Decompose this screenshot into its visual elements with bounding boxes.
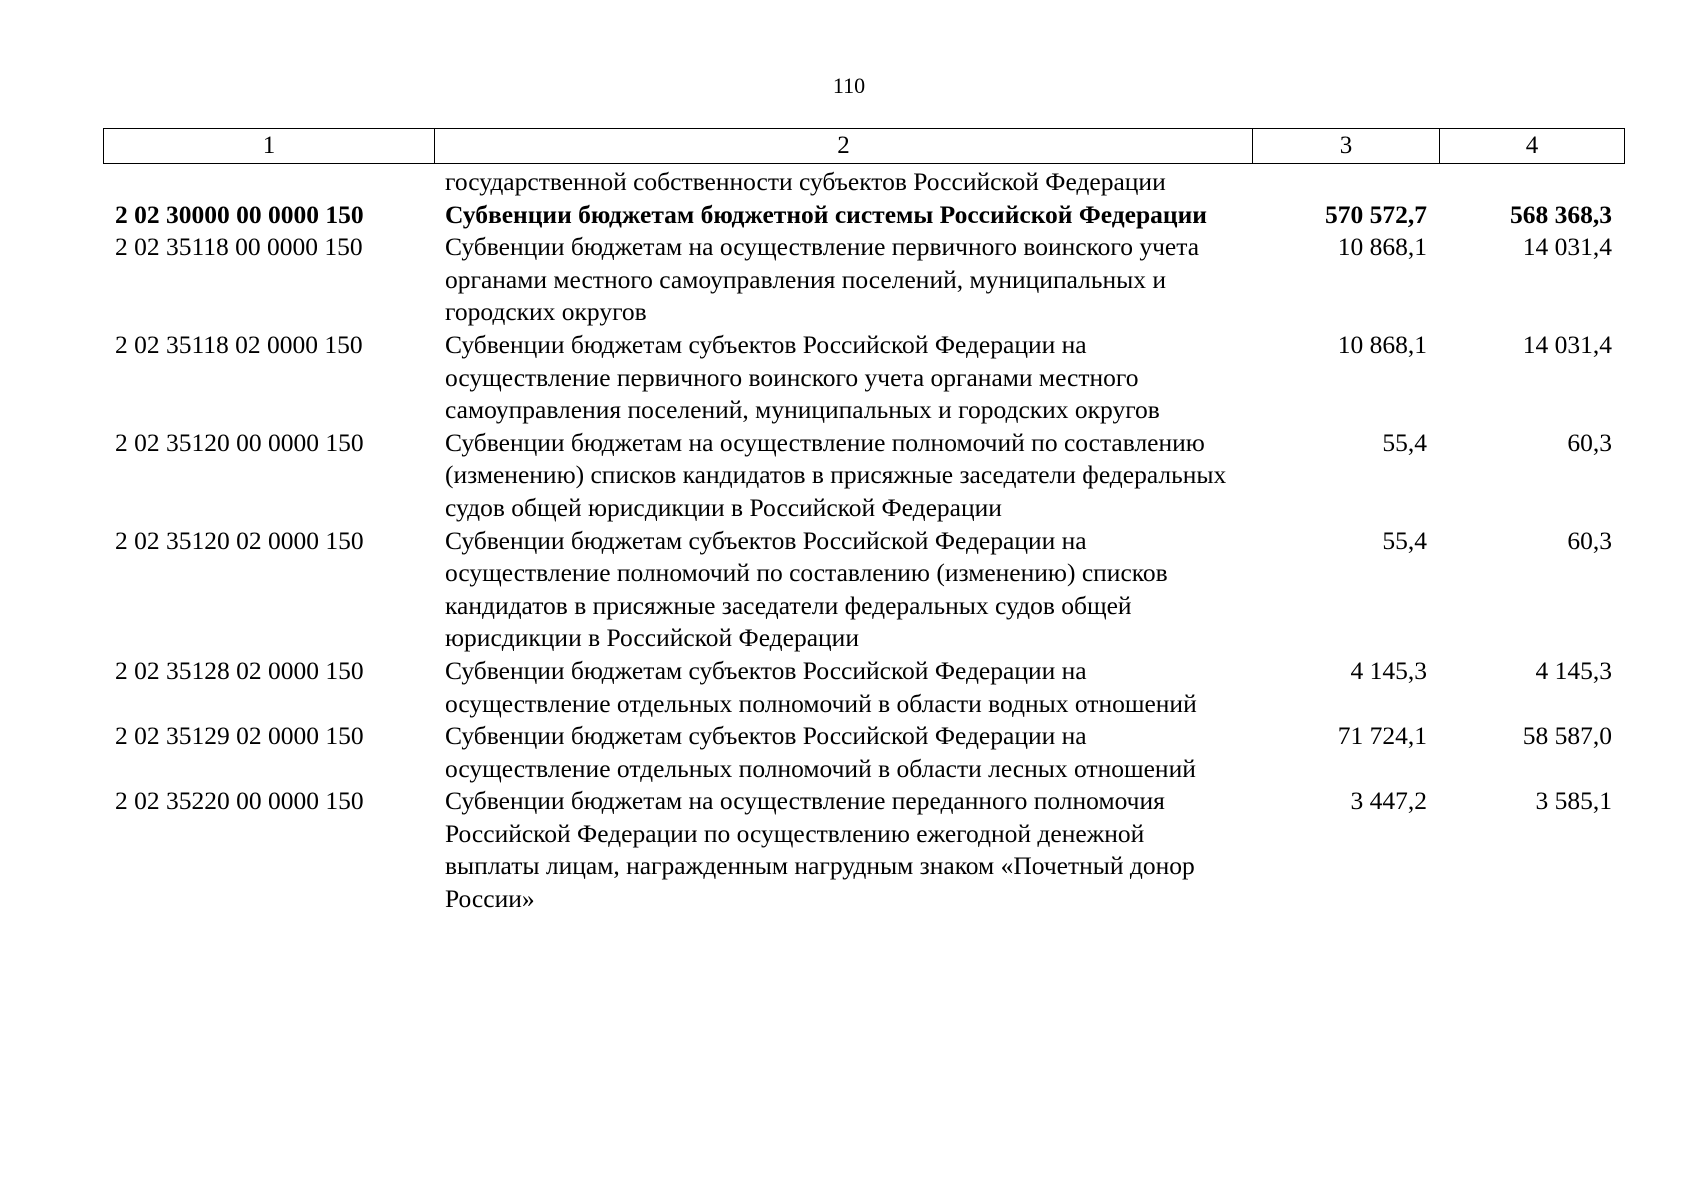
value-column-4 — [1439, 166, 1624, 199]
value-column-4: 568 368,3 — [1510, 199, 1612, 229]
table-row — [103, 427, 1624, 525]
column-header-row — [104, 129, 1625, 164]
table-row — [103, 199, 1624, 232]
value-column-3: 55,4 — [1382, 525, 1427, 555]
budget-code: 2 02 30000 00 0000 150 — [115, 199, 364, 229]
value-column-3 — [1252, 166, 1439, 199]
value-column-3: 10 868,1 — [1337, 232, 1427, 262]
value-column-3: 3 447,2 — [1350, 786, 1427, 816]
table-row — [103, 231, 1624, 329]
value-column-4: 14 031,4 — [1522, 329, 1612, 359]
revenue-name: Субвенции бюджетам субъектов Российской Федерации на осуществление отдельных полномочий в области лесных отношений — [445, 721, 1196, 783]
page-number: 110 — [832, 73, 866, 98]
budget-code: 2 02 35118 00 0000 150 — [115, 232, 363, 262]
budget-code: 2 02 35220 00 0000 150 — [115, 786, 364, 816]
table-row — [103, 785, 1624, 915]
value-column-3: 4 145,3 — [1350, 655, 1427, 685]
budget-code — [103, 166, 434, 199]
value-column-3: 570 572,7 — [1325, 199, 1427, 229]
column-header-4: 4 — [1440, 129, 1625, 164]
value-column-3: 71 724,1 — [1337, 721, 1427, 751]
table-row — [103, 655, 1624, 720]
revenue-name: Субвенции бюджетам на осуществление первичного воинского учета органами местного самоуправления поселений, муниципальных и городских округов — [445, 232, 1200, 327]
value-column-3: 10 868,1 — [1337, 329, 1427, 359]
table-row — [103, 166, 1624, 199]
value-column-4: 60,3 — [1567, 427, 1612, 457]
value-column-3: 55,4 — [1382, 427, 1427, 457]
value-column-4: 4 145,3 — [1535, 655, 1612, 685]
table-row — [103, 720, 1624, 785]
budget-code: 2 02 35128 02 0000 150 — [115, 655, 364, 685]
budget-code: 2 02 35118 02 0000 150 — [115, 329, 363, 359]
column-header-3: 3 — [1253, 129, 1440, 164]
table-row — [103, 329, 1624, 427]
revenue-name: Субвенции бюджетам субъектов Российской Федерации на осуществление отдельных полномочий в области водных отношений — [445, 655, 1197, 718]
revenue-name: Субвенции бюджетам на осуществление переданного полномочия Российской Федерации по осуществлению ежегодной денежной выплаты лицам, награжденным нагрудным знаком «Почетный донор России» — [445, 786, 1195, 914]
revenue-name: Субвенции бюджетам субъектов Российской Федерации на осуществление полномочий по составлению (изменению) списков кандидатов в присяжные заседатели федеральных судов общей юрисдикции в Российской Федерации — [445, 525, 1168, 653]
table-body — [103, 166, 1624, 916]
revenue-name: Субвенции бюджетам на осуществление полномочий по составлению (изменению) списков кандидатов в присяжные заседатели федеральных судов общей юрисдикции в Российской Федерации — [445, 427, 1227, 522]
column-header-1: 1 — [104, 129, 435, 164]
value-column-4: 14 031,4 — [1522, 232, 1612, 262]
budget-code: 2 02 35120 02 0000 150 — [115, 525, 364, 555]
value-column-4: 58 587,0 — [1522, 721, 1612, 751]
revenue-name: Субвенции бюджетам субъектов Российской Федерации на осуществление первичного воинского учета органами местного самоуправления поселений, муниципальных и городских округов — [445, 329, 1160, 425]
budget-code: 2 02 35129 02 0000 150 — [115, 721, 364, 751]
revenue-name: Субвенции бюджетам бюджетной системы Российской Федерации — [445, 199, 1207, 229]
table-row — [103, 525, 1624, 655]
value-column-4: 60,3 — [1567, 525, 1612, 555]
column-header-2: 2 — [435, 129, 1253, 164]
value-column-4: 3 585,1 — [1535, 786, 1612, 816]
revenue-name: государственной собственности субъектов Российской Федерации — [445, 167, 1166, 196]
column-header-table — [103, 128, 1625, 164]
budget-code: 2 02 35120 00 0000 150 — [115, 427, 364, 457]
